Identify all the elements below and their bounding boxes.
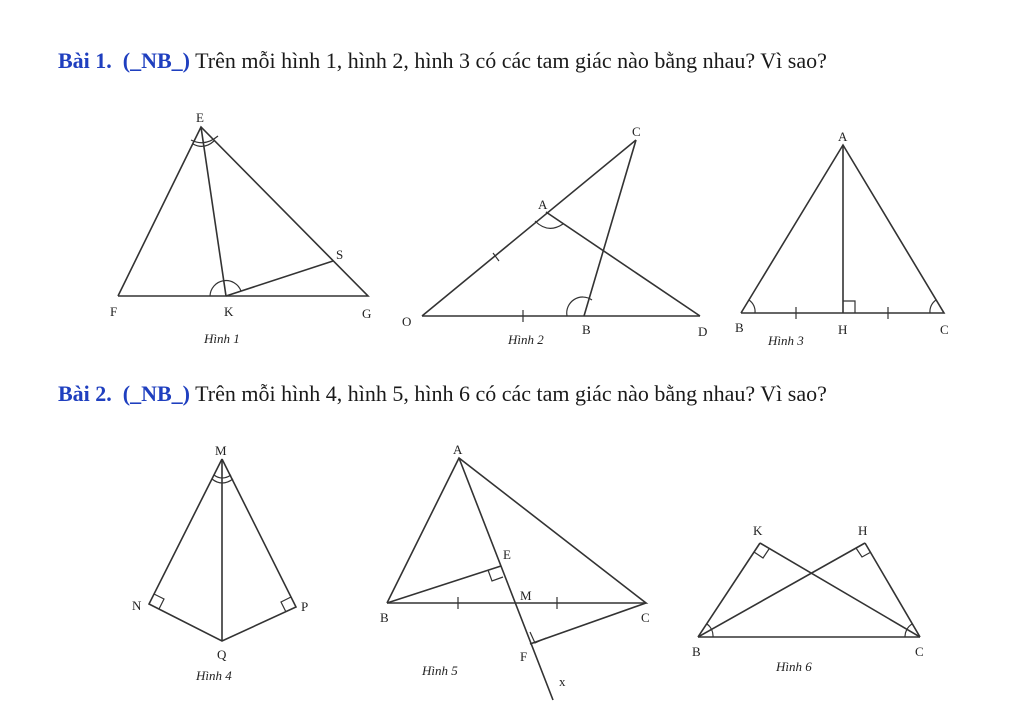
fig4-label-p: P	[301, 599, 309, 614]
fig6-caption: Hình 6	[776, 659, 812, 674]
fig2-label-c: C	[632, 124, 641, 139]
problem-1-text: Trên mỗi hình 1, hình 2, hình 3 có các tam giác nào bằng nhau? Vì sao?	[195, 48, 827, 73]
fig5-caption: Hình 5	[422, 663, 458, 678]
fig3-angle-mark-b	[749, 300, 755, 313]
fig3-label-h: H	[838, 322, 848, 337]
fig5-segment-cf	[530, 603, 646, 644]
figure-3	[735, 129, 949, 348]
fig4-label-q: Q	[217, 647, 227, 662]
fig6-label-b: B	[692, 644, 701, 659]
problem-1-number: Bài 1.	[58, 48, 112, 73]
figure-5	[380, 442, 650, 700]
fig1-label-s: S	[336, 247, 344, 262]
fig2-angle-mark-a	[535, 221, 563, 228]
fig2-label-d: D	[698, 324, 708, 339]
fig6-segment-hc	[865, 543, 920, 637]
fig1-caption: Hình 1	[204, 331, 240, 346]
figure-6	[692, 523, 924, 674]
fig1-label-f: F	[110, 304, 118, 319]
fig6-label-c: C	[915, 644, 924, 659]
fig1-label-g: G	[362, 306, 372, 321]
fig5-label-c: C	[641, 610, 650, 625]
fig5-label-x: x	[559, 674, 566, 689]
fig6-label-h: H	[858, 523, 868, 538]
fig4-label-n: N	[132, 598, 142, 613]
fig5-segment-be	[387, 566, 501, 603]
fig3-caption: Hình 3	[768, 333, 804, 348]
fig5-label-m: M	[520, 588, 532, 603]
fig3-label-c: C	[940, 322, 949, 337]
problem-2-text: Trên mỗi hình 4, hình 5, hình 6 có các tam giác nào bằng nhau? Vì sao?	[195, 381, 827, 406]
fig2-segment-cb	[584, 140, 636, 316]
figure-2	[402, 124, 707, 347]
fig5-right-angle-f	[530, 632, 546, 643]
fig2-label-a: A	[538, 197, 548, 212]
fig1-triangle-efg	[118, 127, 368, 296]
problem-2-number: Bài 2.	[58, 381, 112, 406]
problem-1-tag: (_NB_)	[122, 48, 191, 73]
fig3-label-b: B	[735, 320, 744, 335]
fig3-right-angle-h	[843, 301, 855, 313]
fig1-label-e: E	[196, 110, 204, 125]
fig6-right-angle-k	[754, 549, 769, 558]
fig5-label-b: B	[380, 610, 389, 625]
fig2-segment-oc	[422, 140, 636, 316]
fig4-label-m: M	[215, 443, 227, 458]
fig1-segment-ek	[201, 127, 226, 296]
fig6-label-k: K	[753, 523, 763, 538]
fig2-label-o: O	[402, 314, 412, 329]
fig5-triangle-abc	[387, 458, 646, 603]
fig4-caption: Hình 4	[196, 668, 232, 683]
fig5-label-a: A	[453, 442, 463, 457]
fig5-label-e: E	[503, 547, 511, 562]
fig5-right-angle-e	[488, 570, 503, 581]
figure-1	[110, 110, 371, 346]
fig3-angle-mark-c	[930, 300, 936, 313]
problem-2-tag: (_NB_)	[122, 381, 191, 406]
figure-4	[132, 443, 308, 683]
fig2-label-b: B	[582, 322, 591, 337]
fig1-segment-ks	[226, 261, 333, 296]
fig3-label-a: A	[838, 129, 848, 144]
fig5-label-f: F	[520, 649, 528, 664]
fig1-label-k: K	[224, 304, 234, 319]
fig2-caption: Hình 2	[508, 332, 544, 347]
fig2-segment-ad	[546, 212, 700, 316]
fig6-segment-bk	[698, 543, 760, 637]
